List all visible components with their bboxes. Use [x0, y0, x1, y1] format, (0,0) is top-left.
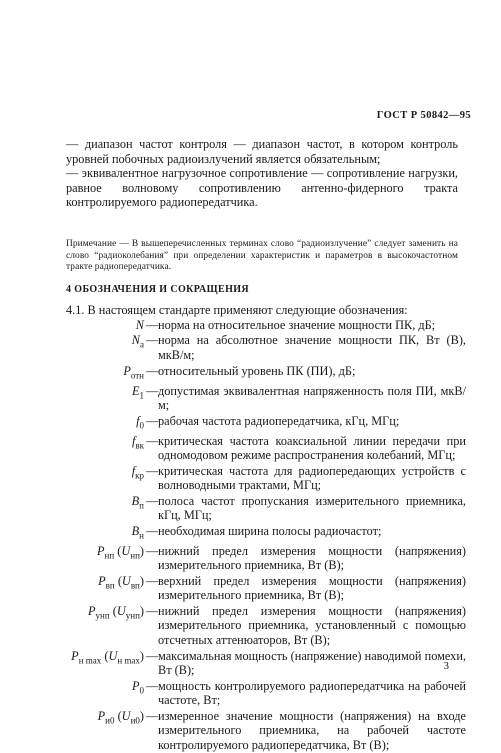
definition-symbol: $f_{вк}$ [131, 433, 144, 450]
paragraph-equivalent-load-resistance: — эквивалентное нагрузочное сопротивление — сопротивление нагрузки, равное волновому сопротивлению антенно-фидерного тракта контролируемого радиопередатчика. [66, 166, 458, 210]
definition-dash: — [146, 708, 159, 723]
definition-text: мощность контролируемого радиопередатчика на рабочей частоте, Вт; [158, 678, 466, 708]
note-paragraph: Примечание — В вышеперечисленных терминах слово “радиоизлучение” следует заменить на слово “радиоколебания” при определении характеристик и параметров в высокочастотном тракте радиопередатчика. [66, 239, 458, 272]
definition-row [66, 414, 466, 433]
definition-symbol: $f_{кр}$ [131, 463, 144, 481]
section-intro: 4.1. В настоящем стандарте применяют следующие обозначения: [66, 303, 408, 317]
definition-dash: — [146, 678, 159, 693]
page-number: 3 [443, 660, 449, 672]
running-header: ГОСТ Р 50842—95 [376, 110, 471, 121]
definition-dash: — [146, 493, 159, 508]
definition-symbol: $P_{унп}$ $(U_{унп})$ [88, 603, 144, 621]
definition-row [66, 679, 466, 708]
definition-dash: — [146, 463, 159, 478]
definition-dash: — [146, 543, 159, 558]
definition-row [66, 524, 466, 543]
definition-symbol: $E_1$ [131, 383, 144, 400]
definition-symbol: $N_а$ [131, 333, 144, 350]
definition-dash: — [146, 648, 159, 663]
definition-row [66, 544, 466, 573]
definition-symbol: $P_{вп}$ $(U_{вп})$ [98, 573, 144, 591]
definition-row [66, 494, 466, 523]
definition-dash: — [146, 363, 159, 378]
definition-text: относительный уровень ПК (ПИ), дБ; [158, 363, 356, 378]
definition-symbol: $P_0$ [131, 678, 144, 696]
definition-symbol: $f_0$ [136, 413, 144, 431]
definition-text: полоса частот пропускания измерительного приемника, кГц, МГц; [158, 493, 466, 523]
definition-row [66, 434, 466, 463]
section-heading: 4 ОБОЗНАЧЕНИЯ И СОКРАЩЕНИЯ [66, 284, 250, 295]
definition-row [66, 384, 466, 413]
definition-row [66, 604, 466, 648]
definitions-list [66, 318, 466, 753]
definition-text: необходимая ширина полосы радиочастот; [158, 523, 382, 538]
definition-symbol: $P_{и0}$ $(U_{и0})$ [97, 708, 144, 726]
definition-text: допустимая эквивалентная напряженность поля ПИ, мкВ/м; [158, 383, 466, 413]
definition-symbol: $B_н$ [131, 523, 144, 541]
definition-row [66, 318, 466, 333]
definition-text: нижний предел измерения мощности (напряжения) измерительного приемника, установленный с помощью отсчетных аттенюаторов, Вт (В); [158, 603, 466, 648]
definition-text: критическая частота коаксиальной линии передачи при одномодовом режиме распространения колебаний, МГц; [158, 433, 466, 463]
definition-text: верхний предел измерения мощности (напряжения) измерительного приемника, Вт (В); [158, 573, 466, 603]
definition-row [66, 333, 466, 362]
definition-symbol: $P_{отн}$ [123, 363, 144, 381]
definition-row [66, 574, 466, 603]
definition-text: норма на относительное значение мощности ПК, дБ; [158, 318, 436, 332]
definition-text: рабочая частота радиопередатчика, кГц, МГц; [158, 413, 400, 428]
definition-text: измеренное значение мощности (напряжения) на входе измерительного приемника, на рабочей частоте контролируемого радиопередатчика, Вт (В); [158, 708, 466, 752]
definition-dash: — [146, 523, 159, 538]
definition-text: критическая частота для радиопередающих устройств с волноводными трактами, МГц; [158, 463, 466, 493]
paragraph-control-frequency-range: — диапазон частот контроля — диапазон частот, в котором контроль уровней побочных радиоизлучений является обязательным; [66, 137, 458, 166]
definition-text: максимальная мощность (напряжение) наводимой помехи, Вт (В); [158, 648, 466, 678]
definition-symbol: N [135, 318, 144, 332]
definition-dash: — [146, 433, 159, 448]
definition-row [66, 649, 466, 678]
definition-row [66, 364, 466, 383]
definition-dash: — [146, 318, 159, 332]
definition-dash: — [146, 413, 159, 428]
definition-symbol: $P_{нп}$ $(U_{нп})$ [97, 543, 144, 561]
definition-symbol: $P_{н max}$ $(U_{н max})$ [71, 648, 144, 665]
definition-row [66, 709, 466, 753]
definition-symbol: $B_п$ [131, 493, 144, 511]
definition-dash: — [146, 383, 159, 398]
definition-dash: — [146, 573, 159, 588]
definition-dash: — [146, 333, 159, 348]
definition-text: нижний предел измерения мощности (напряжения) измерительного приемника, Вт (В); [158, 543, 466, 573]
definition-dash: — [146, 603, 159, 618]
definition-text: норма на абсолютное значение мощности ПК, Вт (В), мкВ/м; [158, 333, 466, 363]
definition-row [66, 464, 466, 493]
